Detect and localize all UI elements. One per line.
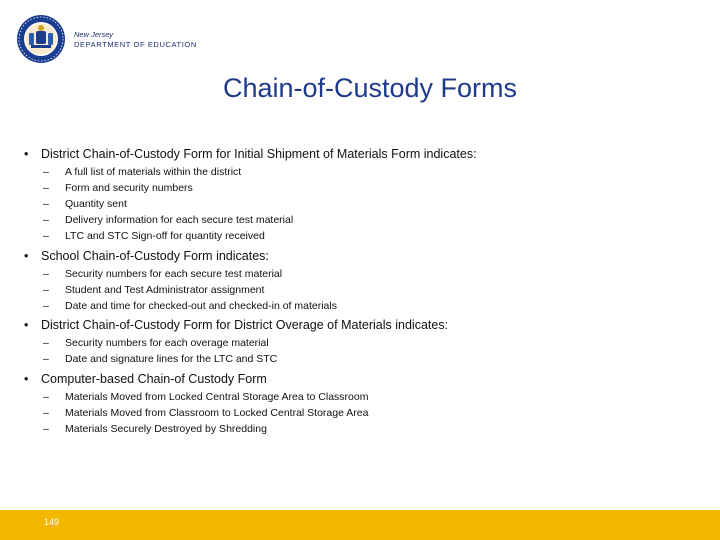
list-item-text: Quantity sent [65,198,127,210]
list-item [43,351,277,367]
list-item-text: Student and Test Administrator assignment [65,284,265,296]
dash-marker: – [43,284,49,296]
list-item [43,405,368,421]
list-item [43,421,267,437]
dash-marker: – [43,166,49,178]
page-title: Chain-of-Custody Forms [222,73,518,103]
list-item [43,228,265,244]
dash-marker: – [43,407,49,419]
list-item-text: Materials Moved from Classroom to Locked Central Storage Area [65,407,369,419]
list-item-text: Materials Securely Destroyed by Shredding [65,423,267,435]
section-heading-text: Computer-based Chain-of Custody Form [41,372,267,386]
bullet-marker: • [24,372,29,386]
dash-marker: – [43,268,49,280]
list-item-text: A full list of materials within the district [65,166,242,178]
list-item [43,196,127,212]
page-number: 149 [44,517,60,527]
dash-marker: – [43,353,49,365]
section-heading-text: District Chain-of-Custody Form for Initial Shipment of Materials Form indicates: [41,147,477,161]
bullet-marker: • [24,318,29,332]
dash-marker: – [43,300,49,312]
list-item [43,389,368,405]
dash-marker: – [43,182,49,194]
list-item [43,335,269,351]
state-name: New Jersey [74,30,114,39]
list-item-text: Security numbers for each secure test material [65,268,283,280]
footer-bar [0,510,720,540]
list-item-text: Materials Moved from Locked Central Storage Area to Classroom [65,391,369,403]
list-item-text: Delivery information for each secure test material [65,214,294,226]
dash-marker: – [43,198,49,210]
list-item-text: Form and security numbers [65,182,193,194]
section-heading [24,146,477,162]
bullet-marker: • [24,147,29,161]
bullet-marker: • [24,249,29,263]
list-item [43,298,337,314]
section-heading [24,317,448,333]
section-heading [24,371,267,387]
list-item [43,266,282,282]
dash-marker: – [43,423,49,435]
list-item [43,212,293,228]
list-item [43,180,193,196]
section-heading-text: District Chain-of-Custody Form for District Overage of Materials indicates: [41,318,449,332]
dash-marker: – [43,337,49,349]
dash-marker: – [43,391,49,403]
list-item-text: Date and time for checked-out and checked-in of materials [65,300,337,312]
list-item-text: Date and signature lines for the LTC and STC [65,353,278,365]
section-heading-text: School Chain-of-Custody Form indicates: [41,249,269,263]
department-name: DEPARTMENT OF EDUCATION [74,40,197,49]
list-item [43,282,264,298]
list-item [43,164,241,180]
dash-marker: – [43,230,49,242]
list-item-text: Security numbers for each overage material [65,337,269,349]
dash-marker: – [43,214,49,226]
list-item-text: LTC and STC Sign-off for quantity received [65,230,265,242]
section-heading [24,248,269,264]
